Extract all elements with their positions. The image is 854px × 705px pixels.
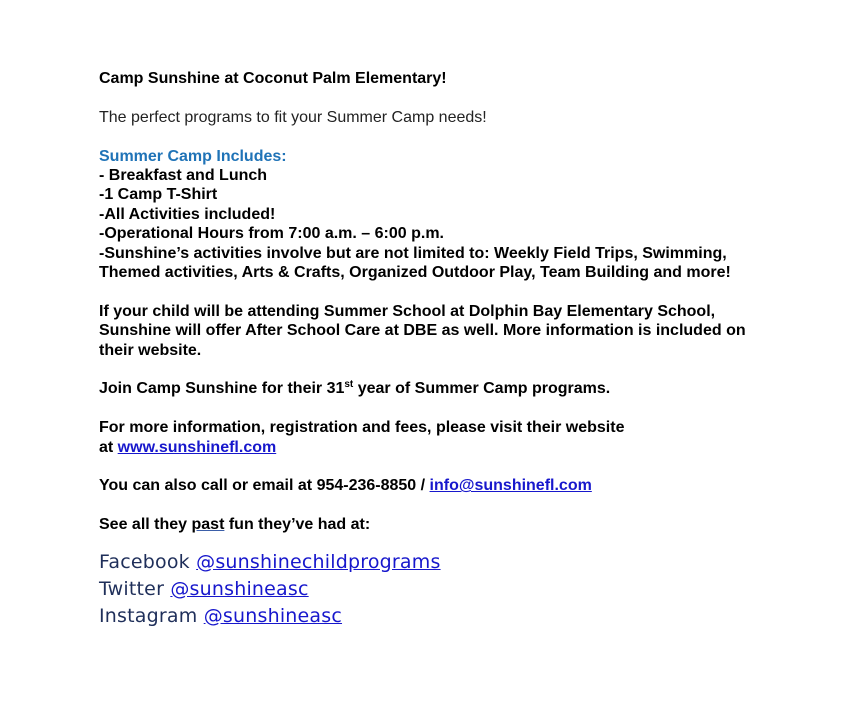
email-link[interactable]: info@sunshinefl.com (429, 477, 592, 495)
includes-item-activity-list: -Sunshine’s activities involve but are not limited to: Weekly Field Trips, Swimming, Themed activities, Arts & Crafts, Organized Outdoor Play, Team Building and more! (99, 244, 731, 282)
website-prefix: at (99, 438, 118, 456)
includes-item-hours: -Operational Hours from 7:00 a.m. – 6:00 p.m. (99, 225, 444, 243)
see-all-text: See all they (99, 516, 192, 534)
see-all-line (99, 515, 779, 534)
website-line (99, 438, 779, 457)
includes-item-activities: -All Activities included! (99, 205, 276, 223)
facebook-label: Facebook (99, 550, 197, 573)
page-title: Camp Sunshine at Coconut Palm Elementary! (99, 70, 447, 87)
anniversary-text-end: year of Summer Camp programs. (353, 380, 611, 398)
contact-line (99, 476, 779, 495)
social-twitter (99, 576, 779, 603)
contact-text: You can also call or email at 954-236-8850 / (99, 477, 430, 495)
subtitle: The perfect programs to fit your Summer Camp needs! (99, 108, 487, 126)
ordinal-suffix: st (344, 379, 354, 391)
social-links (99, 549, 779, 630)
includes-heading: Summer Camp Includes: (99, 147, 287, 165)
more-info-line: For more information, registration and fees, please visit their website (99, 419, 625, 437)
social-instagram (99, 603, 779, 630)
summer-school-paragraph: If your child will be attending Summer School at Dolphin Bay Elementary School, Sunshine will offer After School Care at DBE as well. More information is included on their website. (99, 302, 746, 359)
includes-item-tshirt: -1 Camp T-Shirt (99, 186, 218, 204)
twitter-label: Twitter (99, 577, 171, 600)
instagram-label: Instagram (99, 604, 204, 627)
see-all-text-end: fun they’ve had at: (224, 516, 371, 534)
anniversary-text: Join Camp Sunshine for their 31 (99, 380, 345, 398)
facebook-link[interactable]: @sunshinechildprograms (196, 550, 441, 573)
twitter-link[interactable]: @sunshineasc (170, 577, 309, 600)
social-facebook (99, 549, 779, 576)
flyer-body (99, 69, 779, 630)
includes-item-breakfast: - Breakfast and Lunch (99, 167, 268, 184)
website-link[interactable]: www.sunshinefl.com (117, 438, 277, 456)
instagram-link[interactable]: @sunshineasc (203, 604, 343, 627)
past-word: past (191, 516, 225, 534)
anniversary-line (99, 379, 779, 398)
